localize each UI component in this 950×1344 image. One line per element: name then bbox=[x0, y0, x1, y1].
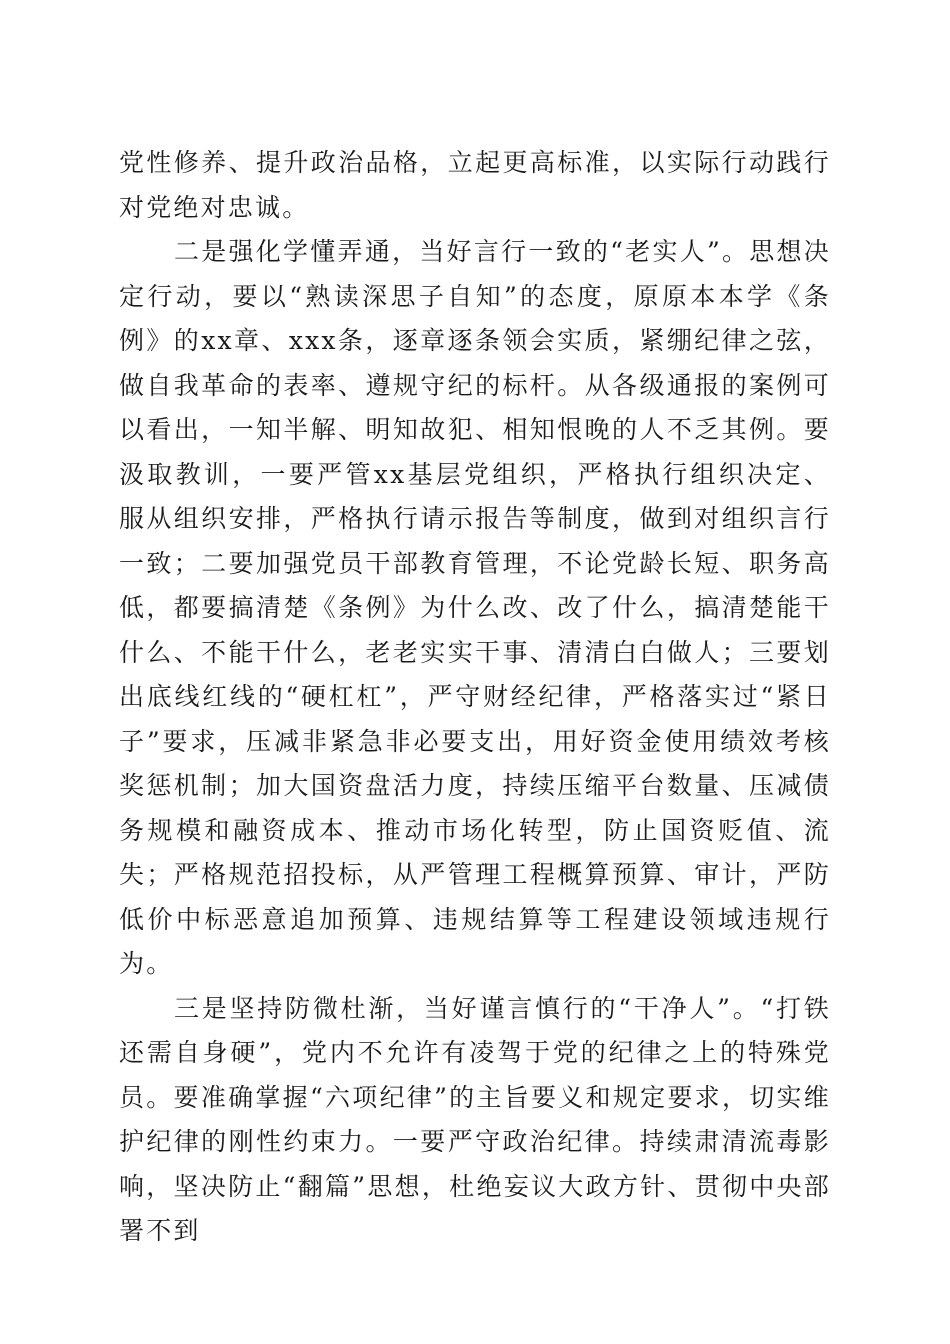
paragraph-point-two: 二是强化学懂弄通，当好言行一致的“老实人”。思想决定行动，要以“熟读深思子自知”的态度，原原本本学《条例》的xx章、xxx条，逐章逐条领会实质，紧绷纪律之弦，做自我革命的表率、遵规守纪的标杆。从各级通报的案例可以看出，一知半解、明知故犯、相知恨晚的人不乏其例。要汲取教训，一要严管xx基层党组织，严格执行组织决定、服从组织安排，严格执行请示报告等制度，做到对组织言行一致；二要加强党员干部教育管理，不论党龄长短、职务高低，都要搞清楚《条例》为什么改、改了什么，搞清楚能干什么、不能干什么，老老实实干事、清清白白做人；三要划出底线红线的“硬杠杠”，严守财经纪律，严格落实过“紧日子”要求，压减非紧急非必要支出，用好资金使用绩效考核奖惩机制；加大国资盘活力度，持续压缩平台数量、压减债务规模和融资成本、推动市场化转型，防止国资贬值、流失；严格规范招投标，从严管理工程概算预算、审计，严防低价中标恶意追加预算、违规结算等工程建设领域违规行为。 bbox=[119, 237, 831, 978]
paragraph-continuation: 党性修养、提升政治品格，立起更高标准，以实际行动践行对党绝对忠诚。 bbox=[119, 148, 831, 222]
document-body bbox=[119, 141, 831, 1254]
paragraph-point-three: 三是坚持防微杜渐，当好谨言慎行的“干净人”。“打铁还需自身硬”，党内不允许有凌驾于党的纪律之上的特殊党员。要准确掌握“六项纪律”的主旨要义和规定要求，切实维护纪律的刚性约束力。一要严守政治纪律。持续肃清流毒影响，坚决防止“翻篇”思想，杜绝妄议大政方针、贯彻中央部署不到 bbox=[119, 993, 831, 1245]
